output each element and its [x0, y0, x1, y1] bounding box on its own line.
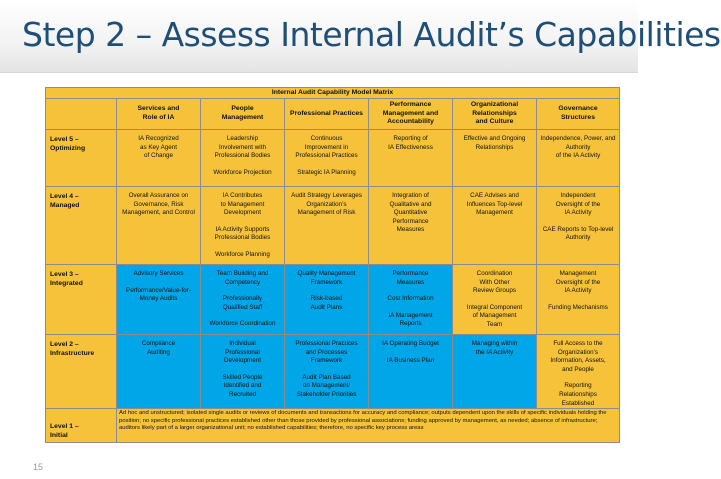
matrix-cell: CAE Advises and Influences Top-level Management [453, 187, 537, 265]
corner-cell [46, 99, 117, 130]
matrix-cell: IA Contributes to Management Development IA Activity Supports Professional Bodies Workforce Planning [201, 187, 285, 265]
matrix-cell: Coordination With Other Review Groups Integral Component of Management Team [453, 265, 537, 335]
matrix-cell: Full Access to the Organization’s Information, Assets, and People Reporting Relationships Established [537, 335, 620, 409]
column-header: Organizational Relationships and Culture [453, 99, 537, 130]
level-row [46, 265, 620, 335]
matrix-cell: Audit Strategy Leverages Organization’s Management of Risk [285, 187, 369, 265]
level-label: Level 1 – Initial [46, 409, 117, 443]
column-header: Performance Management and Accountability [369, 99, 453, 130]
title-band [0, 0, 721, 73]
column-header: Governance Structures [537, 99, 620, 130]
column-header: Services and Role of IA [117, 99, 201, 130]
level-1-description: Ad hoc and unstructured; isolated single audits or reviews of documents and transactions for accuracy and compliance; outputs dependent upon the skills of specific individuals holding the position; no specific professional practices established other than those provided by professional associations; funding approved by management, as needed; absence of infrastructure; auditors likely part of a larger organizational unit; no established capabilities; therefore, no specific key process areas [117, 409, 620, 443]
matrix-cell: Management Oversight of the IA Activity Funding Mechanisms [537, 265, 620, 335]
level-label: Level 2 – Infrastructure [46, 335, 117, 409]
matrix-cell: IA Operating Budget IA Business Plan [369, 335, 453, 409]
matrix-cell: Continuous Improvement in Professional Practices Strategic IA Planning [285, 130, 369, 187]
level-row [46, 335, 620, 409]
matrix-cell: Quality Management Framework Risk-based Audit Plans [285, 265, 369, 335]
capability-matrix [45, 87, 619, 457]
matrix-cell: Managing within the IA Activity [453, 335, 537, 409]
level-row [46, 187, 620, 265]
matrix-cell: IA Recognized as Key Agent of Change [117, 130, 201, 187]
matrix-cell: Professional Practices and Processes Framework Audit Plan Based on Management/ Stakeholder Priorities [285, 335, 369, 409]
level-row [46, 130, 620, 187]
matrix-cell: Performance Measures Cost Information IA Management Reports [369, 265, 453, 335]
matrix-cell: Compliance Auditing [117, 335, 201, 409]
matrix-cell: Overall Assurance on Governance, Risk Management, and Control [117, 187, 201, 265]
matrix-cell: Integration of Qualitative and Quantitative Performance Measures [369, 187, 453, 265]
level-label: Level 4 – Managed [46, 187, 117, 265]
column-header: Professional Practices [285, 99, 369, 130]
level-label: Level 5 – Optimizing [46, 130, 117, 187]
capability-matrix-table [45, 87, 620, 443]
matrix-cell: Independent Oversight of the IA Activity CAE Reports to Top-level Authority [537, 187, 620, 265]
level-label: Level 3 – Integrated [46, 265, 117, 335]
level-row [46, 409, 620, 443]
matrix-cell: Independence, Power, and Authority of the IA Activity [537, 130, 620, 187]
matrix-cell: Individual Professional Development Skilled People Identified and Recruited [201, 335, 285, 409]
slide-number: 15 [33, 462, 44, 472]
matrix-cell: Team Building and Competency Professionally Qualified Staff Workforce Coordination [201, 265, 285, 335]
matrix-cell: Advisory Services Performance/Value-for- Money Audits [117, 265, 201, 335]
matrix-cell: Reporting of IA Effectiveness [369, 130, 453, 187]
column-header: People Management [201, 99, 285, 130]
matrix-caption: Internal Audit Capability Model Matrix [46, 88, 620, 99]
matrix-cell: Effective and Ongoing Relationships [453, 130, 537, 187]
matrix-cell: Leadership Involvement with Professional Bodies Workforce Projection [201, 130, 285, 187]
slide-title: Step 2 – Assess Internal Audit’s Capabilities [22, 15, 721, 54]
